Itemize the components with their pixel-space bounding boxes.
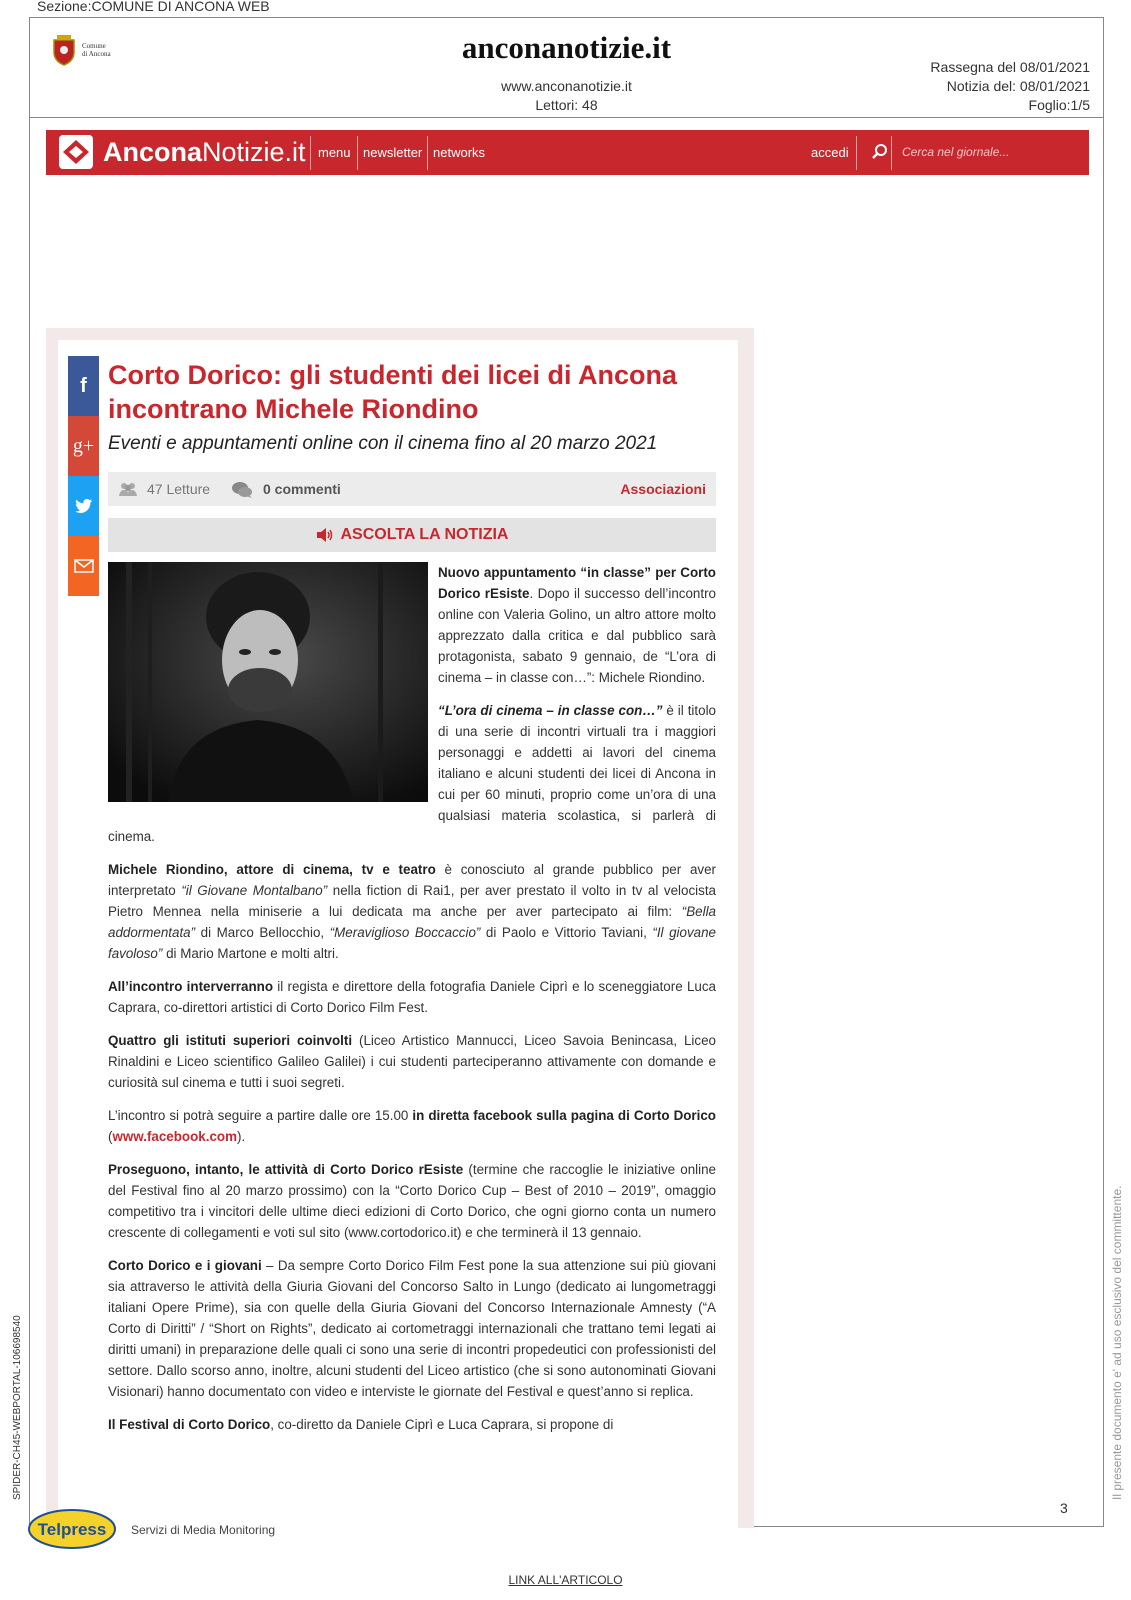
site-url: www.anconanotizie.it — [501, 78, 632, 94]
googleplus-share-button[interactable] — [68, 416, 99, 476]
nav-menu[interactable]: menu — [318, 145, 351, 160]
search-input[interactable]: Cerca nel giornale... — [902, 145, 1010, 159]
article-body — [108, 562, 716, 1447]
comune-line2: di Ancona — [82, 50, 111, 58]
category-link[interactable]: Associazioni — [620, 481, 706, 497]
nav-networks[interactable]: networks — [433, 145, 486, 160]
readers-count: Lettori: 48 — [535, 97, 598, 113]
paragraph-1: Nuovo appuntamento “in classe” per Corto Dorico rEsiste. Dopo il successo dell’incontro online con Valeria Golino, un altro attore molto apprezzato dalla critica e dal pubblico sarà protagonista, sabato 9 gennaio, de “L’ora di cinema – in classe con…”: Michele Riondino. — [438, 565, 716, 685]
telpress-logo — [27, 1508, 117, 1550]
comments-icon — [231, 481, 253, 499]
comments-count[interactable]: 0 commenti — [263, 481, 341, 497]
facebook-icon: f — [80, 374, 87, 397]
page-frame — [29, 17, 1104, 1527]
readers-icon — [118, 481, 138, 497]
paragraph-5: Quattro gli istituti superiori coinvolti (Liceo Artistico Mannucci, Liceo Savoia Benincasa, Liceo Rinaldini e Liceo scientifico Galileo Galilei) i cui studenti parteciperanno attivamente con domande e curiosità sul cinema e tutti i suoi segreti. — [108, 1033, 716, 1090]
article-title: Corto Dorico: gli studenti dei licei di Ancona incontrano Michele Riondino — [108, 360, 678, 424]
article-link[interactable]: LINK ALL'ARTICOLO — [508, 1573, 623, 1587]
reads-count: 47 Letture — [147, 481, 211, 497]
search-icon[interactable] — [871, 143, 889, 161]
listen-button[interactable] — [108, 518, 716, 552]
press-meta — [930, 58, 1090, 115]
site-navbar — [46, 130, 1089, 175]
article-subtitle: Eventi e appuntamenti online con il cinema fino al 20 marzo 2021 — [108, 433, 658, 454]
spider-code: SPIDER-CH45-WEBPORTAL-106698540 — [12, 1315, 23, 1500]
email-share-button[interactable] — [68, 536, 99, 596]
listen-label: ASCOLTA LA NOTIZIA — [340, 526, 509, 543]
paragraph-2: “L’ora di cinema – in classe con…” è il titolo di una serie di incontri virtuali tra i maggiori personaggi e addetti ai lavori del cinema italiano e alcuni studenti dei licei di Ancona in cui per 60 minuti, proprio come un’ora di una qualsiasi materia scolastica, si parlerà di cinema. — [108, 703, 716, 844]
googleplus-icon: g+ — [72, 434, 95, 457]
rassegna-date: Rassegna del 08/01/2021 — [930, 59, 1090, 75]
paragraph-7: Proseguono, intanto, le attività di Corto Dorico rEsiste (termine che raccoglie le iniziative online del Festival fino al 20 marzo prossimo) con la “Corto Dorico Cup – Best of 2010 – 2019”, omaggio competitivo tra i vincitori delle ultime dieci edizioni di Corto Dorico, che ogni giorno conta un numero crescente di collegamenti e voti sul sito (www.cortodorico.it) e che terminerà il 13 gennaio. — [108, 1162, 716, 1240]
speaker-icon — [316, 528, 334, 542]
masthead — [30, 18, 1103, 118]
paragraph-9: Il Festival di Corto Dorico, co-diretto da Daniele Ciprì e Luca Caprara, si propone di — [108, 1417, 614, 1432]
twitter-icon — [75, 499, 93, 514]
paragraph-4: All’incontro interverranno il regista e direttore della fotografia Daniele Ciprì e lo sceneggiatore Luca Caprara, co-direttori artistici di Corto Dorico Film Fest. — [108, 979, 716, 1015]
section-label: Sezione:COMUNE DI ANCONA WEB — [37, 0, 270, 14]
share-bar — [68, 356, 99, 596]
paragraph-6: L’incontro si potrà seguire a partire dalle ore 15.00 in diretta facebook sulla pagina di Corto Dorico (www.facebook.com). — [108, 1108, 716, 1144]
paragraph-8: Corto Dorico e i giovani – Da sempre Corto Dorico Film Fest pone la sua attenzione sui più giovani sia attraverso le attività della Giuria Giovani del Concorso Salto in Lungo (dedicato ai lungometraggi italiani Opere Prime), sia con quelle della Giuria Giovani del Concorso Internazionale Amnesty (“A Corto di Diritti” / “Short on Rights”, dedicato ai cortometraggi internazionali che trattano temi legati ai diritti umani) in preparazione delle quali ci sono una serie di incontri propedeutici con professionisti del settore. Dallo scorso anno, inoltre, alcuni studenti del Liceo artistico (che si sono autonominati Giovani Visionari) hanno documentato con video e interviste le giornate del Festival e quest’anno si replica. — [108, 1258, 716, 1399]
nav-accedi[interactable]: accedi — [811, 145, 849, 160]
facebook-share-button[interactable] — [68, 356, 99, 416]
page-number: 3 — [1060, 1500, 1068, 1516]
anconanotizie-logo-icon[interactable] — [58, 134, 94, 170]
notizia-date: Notizia del: 08/01/2021 — [946, 78, 1090, 94]
facebook-link[interactable]: www.facebook.com — [112, 1129, 237, 1144]
telpress-tagline: Servizi di Media Monitoring — [131, 1523, 276, 1537]
article-info-bar — [108, 472, 716, 506]
nav-newsletter[interactable]: newsletter — [363, 145, 423, 160]
twitter-share-button[interactable] — [68, 476, 99, 536]
svg-text:Telpress: Telpress — [37, 1520, 107, 1539]
site-title: anconanotizie.it — [461, 30, 672, 65]
comune-line1: Comune — [82, 42, 106, 50]
paragraph-3: Michele Riondino, attore di cinema, tv e teatro è conosciuto al grande pubblico per aver interpretato “il Giovane Montalbano” nella fiction di Rai1, per aver prestato il volto in tv al velocista Pietro Mennea nella miniserie a lui dedicata ma anche per aver partecipato ai film: “Bella addormentata” di Marco Bellocchio, “Meraviglioso Boccaccio” di Paolo e Vittorio Taviani, “Il giovane favoloso” di Mario Martone e molti altri. — [108, 862, 716, 961]
email-icon — [74, 559, 94, 573]
foglio: Foglio:1/5 — [1028, 97, 1090, 113]
brand-name[interactable]: AnconaNotizie.it — [103, 137, 306, 167]
disclaimer: Il presente documento e' ad uso esclusivo del committente. — [1110, 1185, 1124, 1500]
